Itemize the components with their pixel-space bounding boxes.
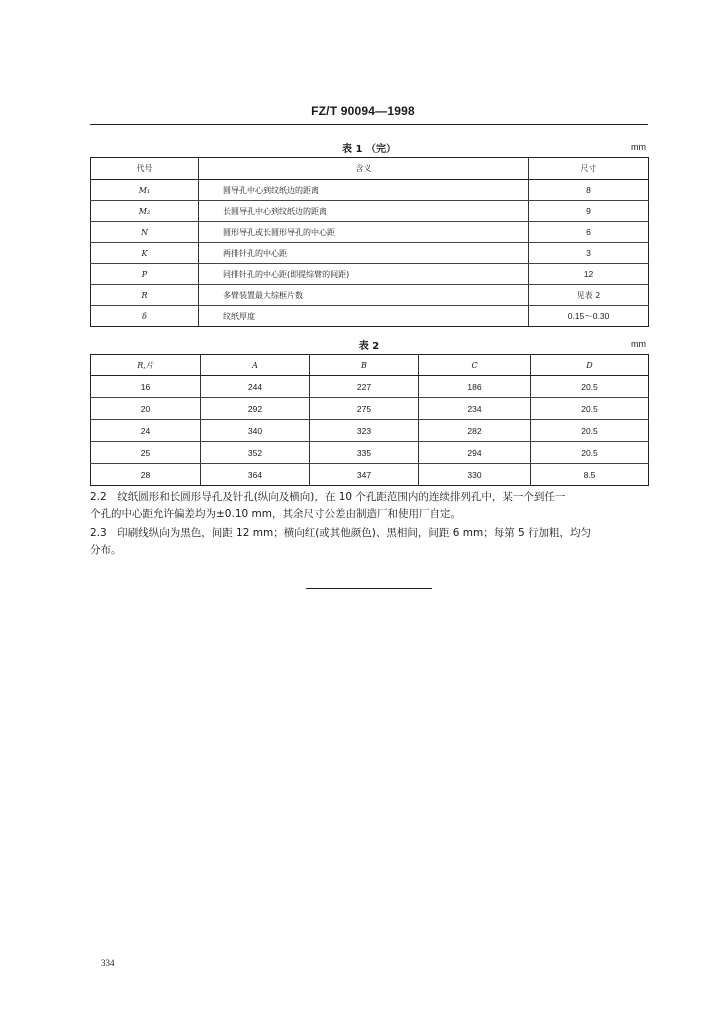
table2-cell: 234: [419, 398, 531, 420]
table2-header-a: A: [201, 355, 310, 376]
table1-meaning: 圆形导孔或长圆形导孔的中心距: [199, 222, 529, 243]
table1-code: δ: [91, 306, 199, 327]
table1-meaning: 同排针孔的中心距(即提综臂的间距): [199, 264, 529, 285]
table2-cell: 275: [310, 398, 419, 420]
table1-size: 见表 2: [529, 285, 649, 306]
table2-cell: 28: [91, 464, 201, 486]
table-row: [91, 243, 649, 264]
table2-cell: 20.5: [531, 376, 649, 398]
table2-header-b: B: [310, 355, 419, 376]
table2-cell: 364: [201, 464, 310, 486]
table1-code: R: [91, 285, 199, 306]
table2-header-c: C: [419, 355, 531, 376]
table-row: [91, 442, 649, 464]
table1-code: N: [91, 222, 199, 243]
table2-cell: 20.5: [531, 442, 649, 464]
clause-2-3-line2: 分布。: [90, 544, 122, 556]
table1-size: 6: [529, 222, 649, 243]
table2-cell: 335: [310, 442, 419, 464]
table2: [90, 354, 649, 486]
table1-header-code: 代号: [91, 158, 199, 180]
page-number: 334: [101, 958, 115, 968]
header-rule: [90, 124, 648, 125]
end-of-document-rule: [306, 588, 432, 589]
table1-code: P: [91, 264, 199, 285]
table1-meaning: 圆导孔中心到纹纸边的距离: [199, 180, 529, 201]
table2-cell: 16: [91, 376, 201, 398]
table1-size: 3: [529, 243, 649, 264]
table-row: [91, 264, 649, 285]
table1-header-size: 尺寸: [529, 158, 649, 180]
table2-unit: mm: [631, 339, 646, 349]
table2-cell: 323: [310, 420, 419, 442]
table1-meaning: 两排针孔的中心距: [199, 243, 529, 264]
table1-caption: 表 1 （完）: [342, 144, 396, 155]
standard-header: FZ/T 90094—1998: [311, 104, 415, 118]
table2-cell: 20.5: [531, 420, 649, 442]
table2-cell: 20.5: [531, 398, 649, 420]
clause-2-3-line1: 2.3 印刷线纵向为黑色，间距 12 mm；横向红(或其他颜色)、黑相间，间距 6 mm；每第 5 行加粗，均匀: [90, 527, 592, 539]
table1-unit: mm: [631, 142, 646, 152]
table2-cell: 24: [91, 420, 201, 442]
table2-cell: 352: [201, 442, 310, 464]
table2-cell: 227: [310, 376, 419, 398]
table1-code: K: [91, 243, 199, 264]
table2-cell: 244: [201, 376, 310, 398]
table2-caption: 表 2: [358, 341, 380, 352]
table-row: [91, 464, 649, 486]
table1-header-meaning: 含义: [199, 158, 529, 180]
table-row: [91, 398, 649, 420]
table1-size: 9: [529, 201, 649, 222]
table2-header-r: R,片: [91, 355, 201, 376]
table1-size: 8: [529, 180, 649, 201]
table-row: [91, 306, 649, 327]
table2-cell: 282: [419, 420, 531, 442]
table2-cell: 292: [201, 398, 310, 420]
table1-code: M₂: [91, 201, 199, 222]
clause-2-2-line2: 个孔的中心距允许偏差均为±0.10 mm，其余尺寸公差由制造厂和使用厂自定。: [90, 508, 461, 520]
table1-meaning: 长圆导孔中心到纹纸边的距离: [199, 201, 529, 222]
table2-cell: 8.5: [531, 464, 649, 486]
clause-2-2-line1: 2.2 纹纸圆形和长圆形导孔及针孔(纵向及横向)，在 10 个孔距范围内的连续排列孔中，某一个到任一: [90, 491, 566, 503]
table1: [90, 157, 649, 327]
table2-cell: 20: [91, 398, 201, 420]
table-row: [91, 201, 649, 222]
clause-2-2: [90, 489, 650, 523]
table1-size: 0.15～0.30: [529, 306, 649, 327]
table2-cell: 294: [419, 442, 531, 464]
table2-cell: 186: [419, 376, 531, 398]
table1-meaning: 多臂装置最大综框片数: [199, 285, 529, 306]
table2-header-d: D: [531, 355, 649, 376]
table2-cell: 330: [419, 464, 531, 486]
table1-meaning: 纹纸厚度: [199, 306, 529, 327]
table-row: [91, 222, 649, 243]
clause-2-3: [90, 525, 650, 559]
table-row: [91, 376, 649, 398]
table2-cell: 340: [201, 420, 310, 442]
table2-cell: 25: [91, 442, 201, 464]
table2-cell: 347: [310, 464, 419, 486]
table-row: [91, 420, 649, 442]
table1-size: 12: [529, 264, 649, 285]
table-row: [91, 285, 649, 306]
table1-code: M₁: [91, 180, 199, 201]
table-row: [91, 180, 649, 201]
